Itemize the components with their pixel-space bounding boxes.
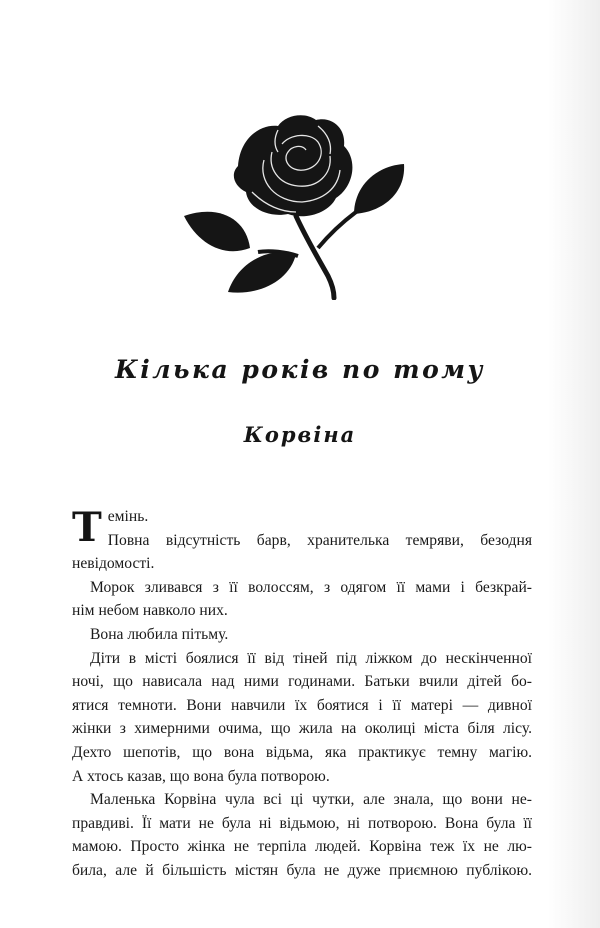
chapter-character-name: Корвіна [243,422,357,447]
page-edge-shadow [548,0,600,928]
text-line: Вона любила пітьму. [90,625,229,643]
rose-illustration [178,108,410,300]
text-line: правдиві. Її мати не була ні відьмою, ні потворою. Вона була її [72,814,532,832]
drop-cap: Т [72,504,102,551]
text-line: Дехто шепотів, що вона відьма, яка практикує темну магію. [72,743,532,761]
text-line: ночі, що нависала над ними годинами. Батьки вчили дітей бо- [72,673,532,691]
text-line: Повна відсутність барв, хранителька темряви, безодня [107,531,532,549]
text-line: Морок зливався з її волоссям, з одягом її мами і безкрай- [90,578,532,596]
text-line: невідомості. [72,555,155,573]
text-line: А хтось казав, що вона була потворою. [72,767,330,785]
text-line: жінки з химерними очима, що жила на околиці міста біля лісу. [72,720,532,738]
text-line: нім небом навколо них. [72,602,228,620]
text-line: ятися темноти. Вони навчили їх боятися і її матері — дивної [72,696,532,714]
text-line: емінь. [107,508,149,525]
text-line: била, але й більшість містян була не дуже приємною публікою. [72,861,532,879]
text-line: мамою. Просто жінка не терпіла людей. Корвіна теж їх не лю- [72,838,532,856]
chapter-title: Кілька років по тому [115,355,485,384]
chapter-body-text [72,505,532,883]
text-line: Діти в місті боялися її від тіней під ліжком до нескінченної [90,649,532,667]
text-line: Маленька Корвіна чула всі ці чутки, але знала, що вони не- [90,791,532,809]
